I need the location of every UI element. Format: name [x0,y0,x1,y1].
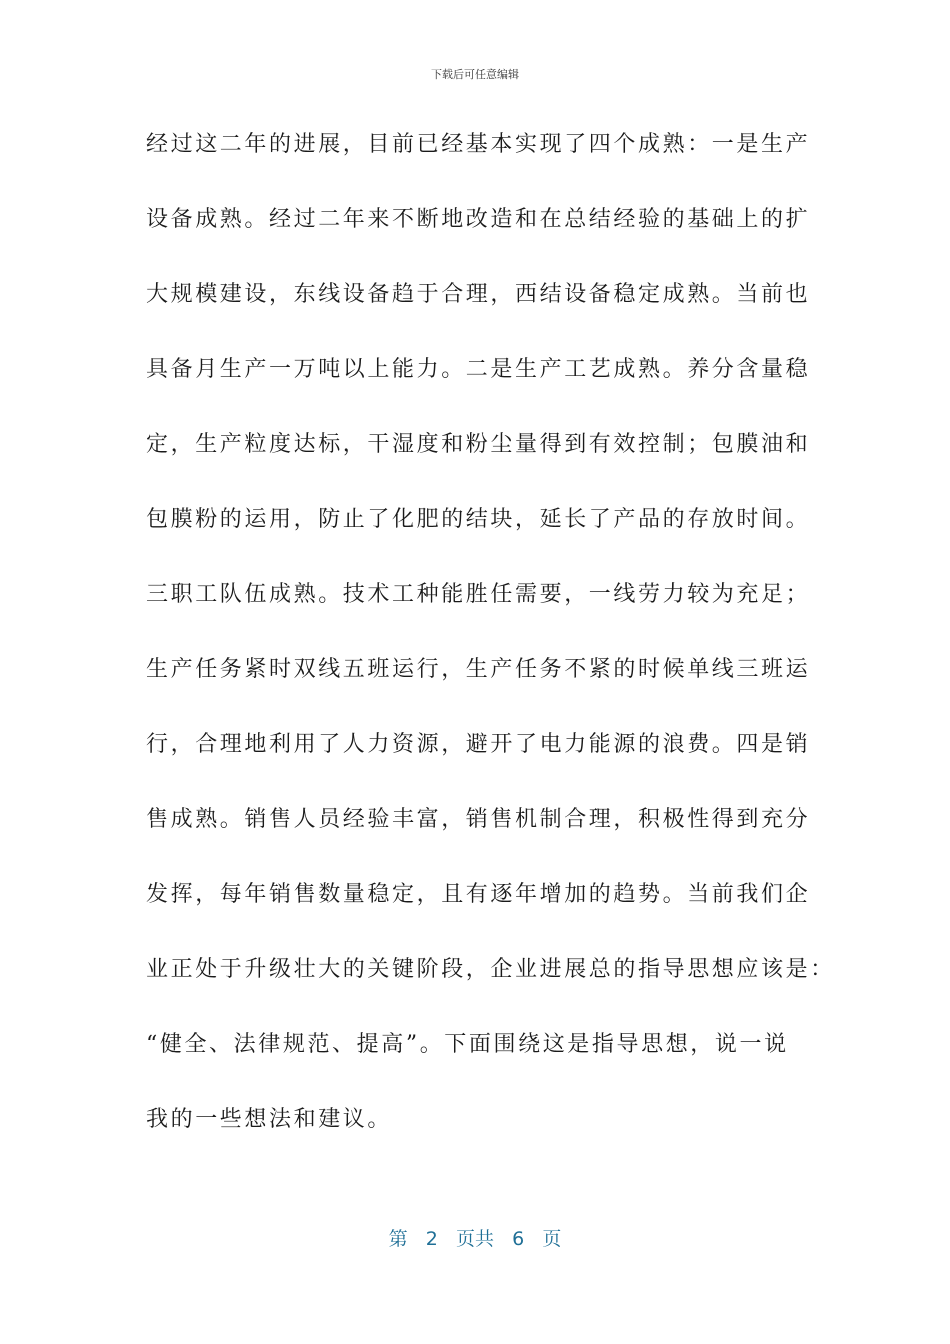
total-pages-number: 6 [512,1228,525,1250]
paragraph-line: 包膜粉的运用，防止了化肥的结块，延长了产品的存放时间。 [146,507,811,532]
paragraph-line: 行，合理地利用了人力资源，避开了电力能源的浪费。四是销 [146,732,811,757]
page-label-prefix: 第 [388,1228,408,1250]
paragraph-line: 具备月生产一万吨以上能力。二是生产工艺成熟。养分含量稳 [146,357,811,382]
page-footer [0,1226,950,1252]
page-label-middle: 页共 [455,1228,494,1250]
page-label-suffix: 页 [542,1228,562,1250]
paragraph-line: 定，生产粒度达标，干湿度和粉尘量得到有效控制；包膜油和 [146,432,811,457]
paragraph-line: 经过这二年的进展，目前已经基本实现了四个成熟：一是生产 [146,132,811,157]
document-body [146,126,835,1176]
paragraph-line: 大规模建设，东线设备趋于合理，西结设备稳定成熟。当前也 [146,282,811,307]
paragraph-line: 生产任务紧时双线五班运行，生产任务不紧的时候单线三班运 [146,657,811,682]
header-text: 下载后可任意编辑 [431,68,519,81]
paragraph-line: 发挥，每年销售数量稳定，且有逐年增加的趋势。当前我们企 [146,882,811,907]
current-page-number: 2 [425,1228,438,1250]
paragraph-line: 设备成熟。经过二年来不断地改造和在总结经验的基础上的扩 [146,207,811,232]
page-header [0,68,950,82]
paragraph-line: “健全、法律规范、提高”。下面围绕这是指导思想，说一说 [146,1032,789,1057]
paragraph-line: 我的一些想法和建议。 [146,1107,393,1132]
paragraph-line: 三职工队伍成熟。技术工种能胜任需要，一线劳力较为充足； [146,582,811,607]
paragraph-line: 售成熟。销售人员经验丰富，销售机制合理，积极性得到充分 [146,807,811,832]
paragraph-line: 业正处于升级壮大的关键阶段，企业进展总的指导思想应该是： [146,957,835,982]
